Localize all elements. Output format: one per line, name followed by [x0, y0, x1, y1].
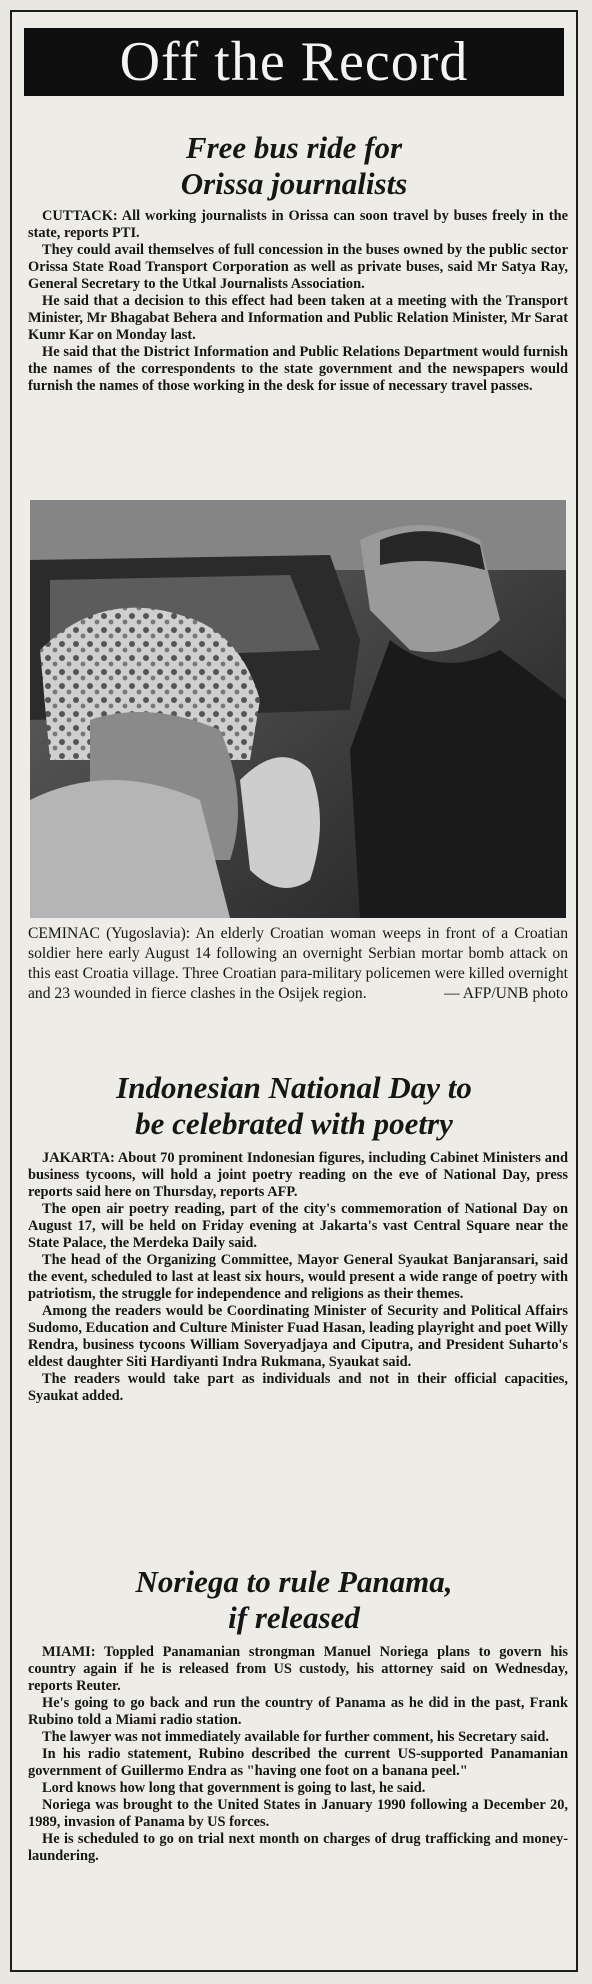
paragraph: JAKARTA: About 70 prominent Indonesian figures, including Cabinet Ministers and business tycoons, will hold a joint poetry reading on the eve of National Day, press reports said here on Thursday, reports AFP.: [28, 1150, 568, 1200]
paragraph: The lawyer was not immediately available for further comment, his Secretary said.: [42, 1729, 549, 1745]
photo-credit: — AFP/UNB photo: [444, 985, 568, 1002]
news-photo: [30, 500, 566, 918]
paragraph: CUTTACK: All working journalists in Orissa can soon travel by buses freely in the state, reports PTI.: [28, 208, 568, 241]
paragraph: He is scheduled to go on trial next month on charges of drug trafficking and money-laundering.: [28, 1831, 568, 1864]
paragraph: MIAMI: Toppled Panamanian strongman Manuel Noriega plans to govern his country again if he is released from US custody, his attorney said on Wednesday, reports Reuter.: [28, 1644, 568, 1694]
article-body-indonesia: [28, 1150, 568, 1405]
masthead-title: Off the Record: [119, 31, 469, 93]
paragraph: Lord knows how long that government is going to last, he said.: [42, 1780, 426, 1796]
article-body-bus-ride: [28, 208, 568, 395]
paragraph: Noriega was brought to the United States in January 1990 following a December 20, 1989, invasion of Panama by US forces.: [28, 1797, 568, 1830]
paragraph: He said that a decision to this effect had been taken at a meeting with the Transport Minister, Mr Bhagabat Behera and Information and Public Relation Minister, Mr Sarat Kumr Kar on Monday last.: [28, 293, 568, 343]
caption-text: CEMINAC (Yugoslavia): An elderly Croatian woman weeps in front of a Croatian soldier here early August 14 following an overnight Serbian mortar bomb attack on this east Croatia village. Three Croatian para-military policemen were killed overnight and 23 wounded in fierce clashes in the Osijek region.: [28, 925, 568, 1002]
paragraph: He's going to go back and run the country of Panama as he did in the past, Frank Rubino told a Miami radio station.: [28, 1695, 568, 1728]
article-headline-noriega: Noriega to rule Panama, if released: [135, 1564, 453, 1635]
paragraph: The readers would take part as individuals and not in their official capacities, Syaukat added.: [28, 1371, 568, 1404]
article-headline-bus-ride: Free bus ride for Orissa journalists: [180, 130, 408, 201]
article-body-noriega: [28, 1644, 568, 1865]
paragraph: He said that the District Information and Public Relations Department would furnish the names of the correspondents to the state government and the newspapers would furnish the names of those working in the desk for issue of necessary travel passes.: [28, 344, 568, 394]
column-masthead: [24, 28, 564, 96]
newspaper-page: [10, 10, 578, 1972]
photo-illustration: [30, 500, 566, 918]
paragraph: Among the readers would be Coordinating Minister of Security and Political Affairs Sudomo, Education and Culture Minister Fuad Hasan, leading playright and poet Willy Rendra, business tycoons William Soveryadjaya and Ciputra, and President Suharto's eldest daughter Siti Hardiyanti Indra Rukmana, Syaukat said.: [28, 1303, 568, 1370]
paragraph: They could avail themselves of full concession in the buses owned by the public sector Orissa State Road Transport Corporation as well as private buses, said Mr Satya Ray, General Secretary to the Utkal Journalists Association.: [28, 242, 568, 292]
paragraph: The head of the Organizing Committee, Mayor General Syaukat Banjaransari, said the event, scheduled to last at least six hours, would present a wide range of poetry with patriotism, the struggle for independence and religions as their themes.: [28, 1252, 568, 1302]
photo-caption: [28, 924, 568, 1004]
paragraph: In his radio statement, Rubino described the current US-supported Panamanian government of Guillermo Endra as "having one foot on a banana peel.": [28, 1746, 568, 1779]
paragraph: The open air poetry reading, part of the city's commemoration of National Day on August 17, will be held on Friday evening at Jakarta's vast Central Square near the State Palace, the Merdeka Daily said.: [28, 1201, 568, 1251]
article-headline-indonesia: Indonesian National Day to be celebrated with poetry: [116, 1070, 472, 1141]
